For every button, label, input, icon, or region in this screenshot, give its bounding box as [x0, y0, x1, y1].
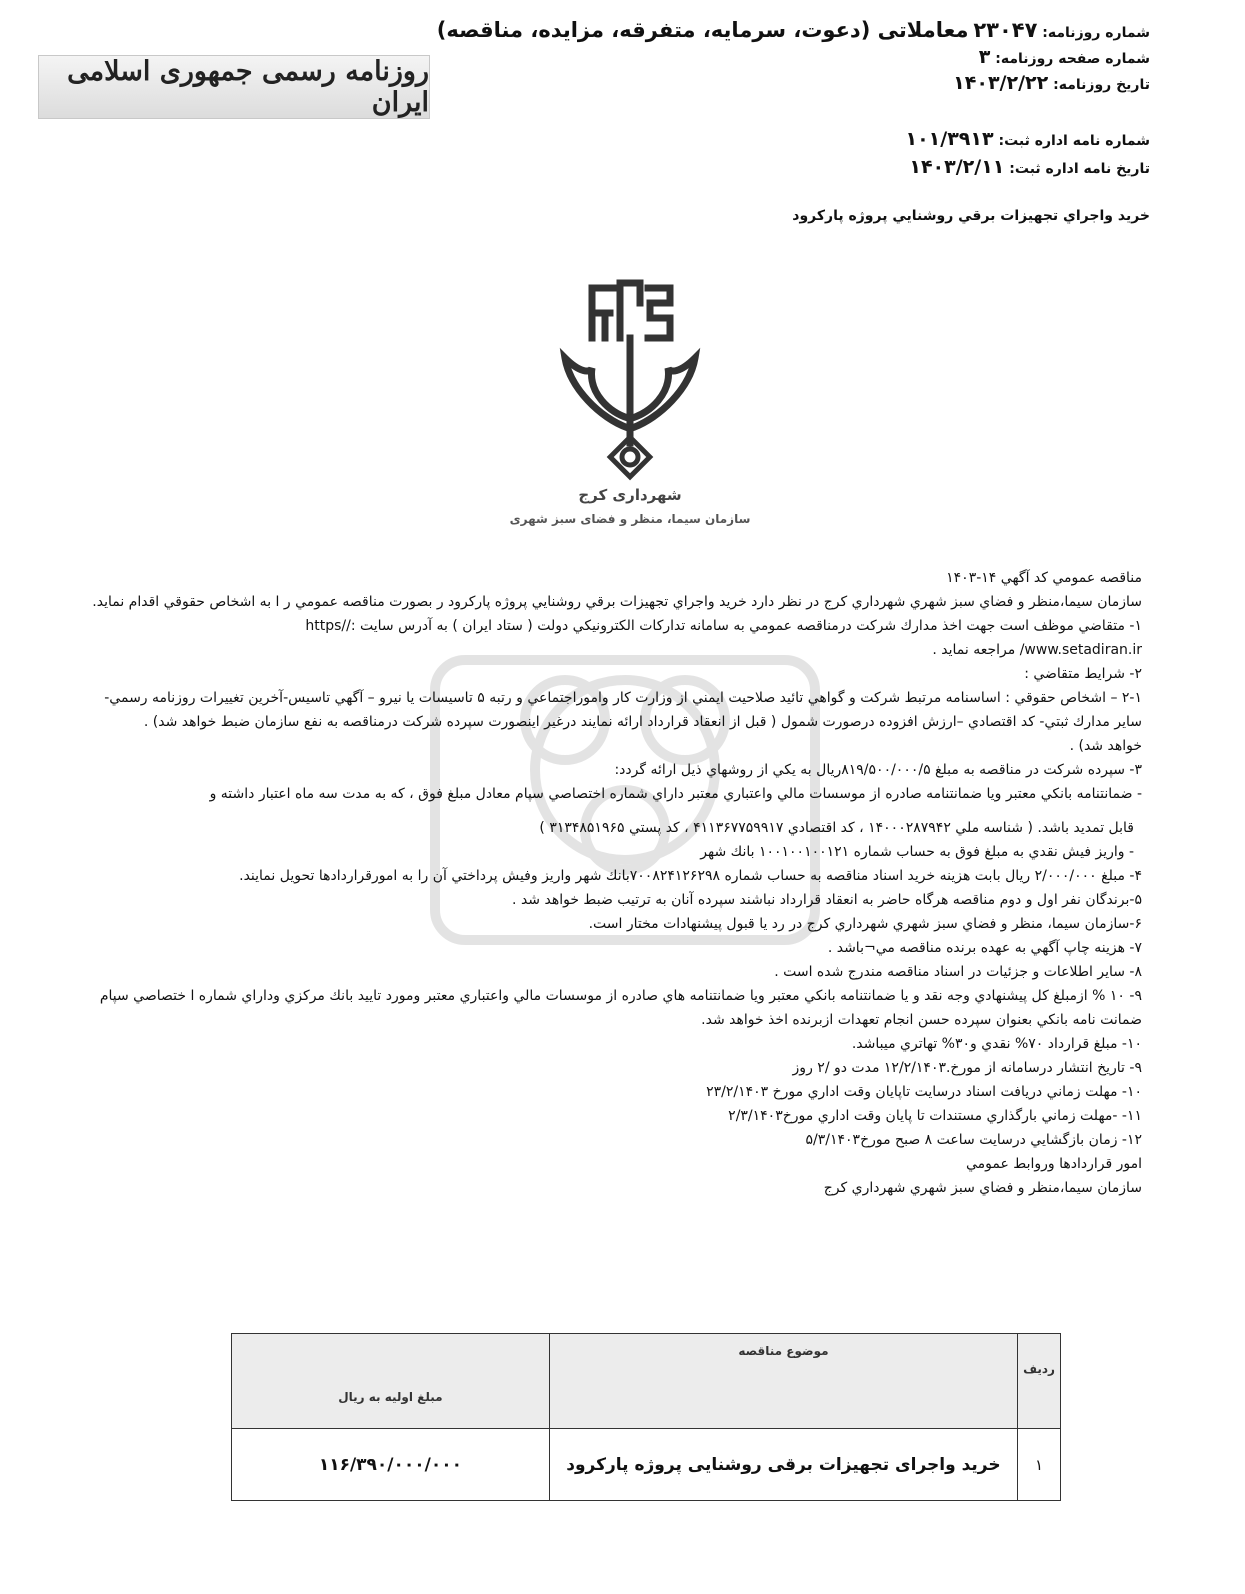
table-row: [232, 1429, 1061, 1501]
col-header-subject: موضوع مناقصه: [549, 1334, 1017, 1429]
body-line: ۲-۱ – اشخاص حقوقي : اساسنامه مرتبط شركت و گواهي تائيد صلاحيت ايمني از وزارت كار واموراجتماعي و رتبه ۵ تاسيسات يا نيرو – آگهي تاسيس-آخرين تغييرات روزنامه رسمي- ساير مدارك ثبتي- كد اقتصادي –ارزش افزوده درصورت شمول ( قبل از انعقاد قرارداد ارائه نمايند درغير اينصورت سپرده شركت درمناقصه به نفع سازمان ضبط خواهد شد) .: [104, 690, 1142, 730]
municipality-logo: [470, 268, 790, 548]
body-line: ۶-سازمان سيما، منظر و فضاي سبز شهري شهرداري كرج در رد يا قبول پيشنهادات مختار است.: [588, 916, 1142, 932]
col-header-index: رديف: [1018, 1334, 1061, 1429]
body-line: ۷- هزينه چاپ آگهي به عهده برنده مناقصه مي¬باشد .: [827, 940, 1142, 956]
body-line: ۹- تاريخ انتشار درسامانه از مورخ.۱۲/۲/۱۴۰۳ مدت دو /۲ روز: [792, 1060, 1142, 1076]
letter-number-label: شماره نامه اداره ثبت:: [998, 133, 1150, 149]
notice-title: خريد واجراي تجهيزات برقي روشنايي پروژه پاركرود: [792, 208, 1150, 224]
date-label: تاریخ روزنامه:: [1053, 77, 1150, 93]
table-header-row: [232, 1334, 1061, 1429]
row-subject: خرید واجرای تجهیزات برقی روشنایی پروژه پارکرود: [549, 1429, 1017, 1501]
body-line: ۸- ساير اطلاعات و جزئيات در اسناد مناقصه مندرج شده است .: [774, 964, 1142, 980]
body-line: ۳- سپرده شركت در مناقصه به مبلغ ۸۱۹/۵۰۰/۰۰۰/۵ريال به يكي از روشهاي ذيل ارائه گردد:: [614, 762, 1142, 778]
body-line: امور قراردادها وروابط عمومي: [965, 1156, 1142, 1172]
masthead-logo: [38, 55, 430, 119]
tender-table: [231, 1333, 1061, 1501]
col-header-amount: مبلغ اوليه به ريال: [232, 1334, 550, 1429]
registration-info: [905, 126, 1150, 182]
issue-number: ۲۳۰۴۷: [973, 18, 1038, 42]
body-line: ۵-برندگان نفر اول و دوم مناقصه هرگاه حاضر به انعقاد قرارداد نباشند سپرده آنان به ترتيب ضبط خواهد شد .: [512, 892, 1142, 908]
newspaper-date: ۱۴۰۳/۲/۲۲: [953, 72, 1049, 94]
issue-label: شماره روزنامه:: [1042, 25, 1150, 41]
body-line: مناقصه عمومي كد آگهي ۱۴-۱۴۰۳: [946, 570, 1142, 586]
body-line: ۱۱- -مهلت زماني بارگذاري مستندات تا پايان وقت اداري مورخ۲/۳/۱۴۰۳: [728, 1108, 1142, 1124]
body-line: سازمان سيما،منظر و فضاي سبز شهري شهرداري كرج: [823, 1180, 1142, 1196]
body-line: ۹- ۱۰ % ازمبلغ كل پيشنهادي وجه نقد و يا ضمانتنامه بانكي معتبر ويا ضمانتنامه هاي صادره از موسسات مالي واعتباري معتبر ومورد تاييد بانك مركزي وداراي شماره ا ختصاصي سپام ضمانت نامه بانكي بعنوان سپرده حسن انجام تعهدات ازبرنده اخذ خواهد شد.: [99, 988, 1142, 1028]
page-number: ۳: [978, 46, 991, 68]
body-line: ۱۰- مبلغ قرارداد ۷۰% نقدي و۳۰% تهاتري ميباشد.: [851, 1036, 1142, 1052]
letter-number: ۱۰۱/۳۹۱۳: [905, 128, 994, 150]
body-line: ۱۲- زمان بازگشايي درسايت ساعت ۸ صبح مورخ۵/۳/۱۴۰۳: [805, 1132, 1142, 1148]
letter-number-line: [905, 126, 1150, 154]
issue-title: معاملاتی (دعوت، سرمایه، متفرقه، مزایده، مناقصه): [436, 18, 969, 42]
letter-date-label: تاریخ نامه اداره ثبت:: [1009, 161, 1150, 177]
karaj-emblem-icon: [530, 268, 730, 483]
row-index: ۱: [1018, 1429, 1061, 1501]
body-line: خواهد شد) .: [1069, 738, 1142, 754]
logo-subtitle: سازمان سیما، منظر و فضای سبز شهری: [509, 512, 751, 526]
letter-date-line: [905, 154, 1150, 182]
masthead-text: روزنامه رسمی جمهوری اسلامی ایران: [67, 56, 429, 118]
notice-body: [82, 566, 1142, 1200]
body-line: - واريز فيش نقدي به مبلغ فوق به حساب شماره ۱۰۰۱۰۰۱۰۰۱۲۱ بانك شهر: [700, 844, 1134, 860]
body-line: - ضمانتنامه بانكي معتبر ويا ضمانتنامه صادره از موسسات مالي واعتباري معتبر داراي شماره اختصاصي سپام معادل مبلغ فوق ، كه به مدت سه ماه اعتبار داشته و: [209, 786, 1142, 802]
body-line: ۴- مبلغ ۲/۰۰۰/۰۰۰ ريال بابت هزينه خريد اسناد مناقصه به حساب شماره ۷۰۰۸۲۴۱۲۶۲۹۸بانك شهر واريز وفيش پرداختي آن را به امورقراردادها تحويل نمايند.: [239, 868, 1142, 884]
logo-name: شهرداری کرج: [578, 486, 682, 504]
letter-date: ۱۴۰۳/۲/۱۱: [909, 156, 1005, 178]
body-line: ۱۰- مهلت زماني دريافت اسناد درسايت تاپايان وقت اداري مورخ ۲۳/۲/۱۴۰۳: [706, 1084, 1142, 1100]
body-line: سازمان سيما،منظر و فضاي سبز شهري شهرداري كرج در نظر دارد خريد واجراي تجهيزات برقي روشنايي پروژه پاركرود ر بصورت مناقصه عمومي ر ا به اشخاص حقوقي اقدام نمايد. ۱- متقاضي موظف است جهت اخذ مدارك شركت درمناقصه عمومي به سامانه تداركات الكترونيكي دولت ( ستاد ايران ) به آدرس سايت ://https: [92, 594, 1142, 634]
issue-line: [50, 18, 1150, 45]
body-line: قابل تمديد باشد. ( شناسه ملي ۱۴۰۰۰۲۸۷۹۴۲ ، كد اقتصادي ۴۱۱۳۶۷۷۵۹۹۱۷ ، كد پستي ۳۱۳۴۸۵۱۹۶۵ ): [539, 820, 1134, 836]
body-line: ۲- شرايط متقاضي :: [1024, 666, 1142, 682]
body-line: www.setadiran.ir/ مراجعه نمايد .: [932, 642, 1142, 658]
row-amount: ۱۱۶/۳۹۰/۰۰۰/۰۰۰: [232, 1429, 550, 1501]
page-label: شماره صفحه روزنامه:: [995, 51, 1150, 67]
